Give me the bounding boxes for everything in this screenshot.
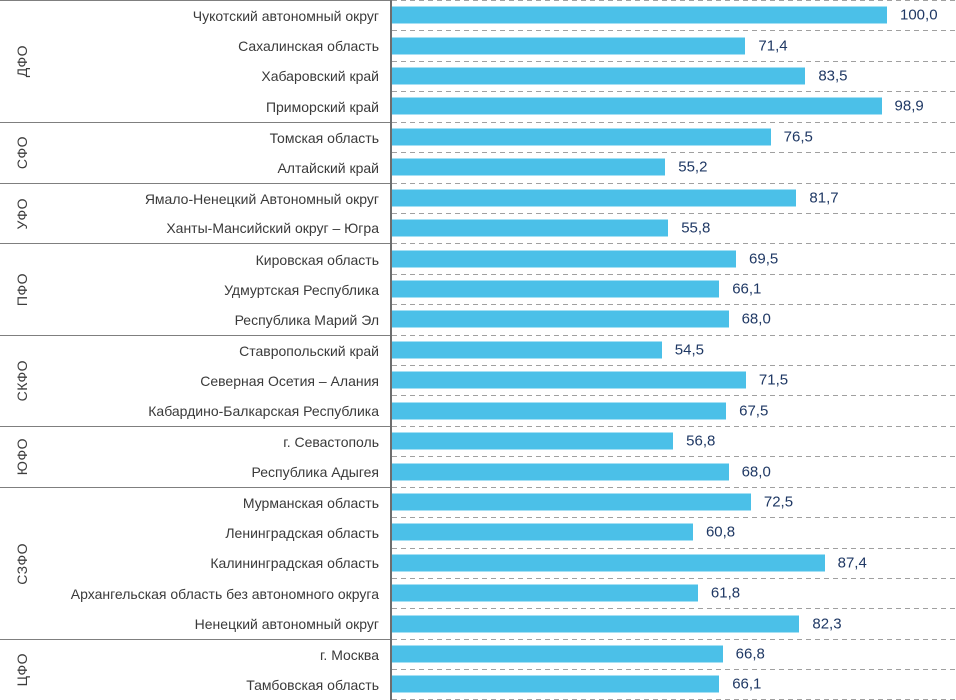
region-label: Чукотский автономный округ [192, 8, 379, 25]
value-label: 55,2 [678, 158, 708, 176]
region-label: Томская область [269, 129, 379, 146]
value-label: 87,4 [837, 554, 867, 572]
bar-row [392, 639, 956, 669]
plot-area [390, 0, 956, 700]
bar-row [392, 608, 956, 638]
value-label: 66,1 [732, 675, 762, 693]
district-group-label: СФО [14, 136, 30, 170]
district-group-label-box [0, 488, 44, 639]
region-label: Ленинградская область [225, 525, 379, 542]
bar-row [392, 395, 956, 425]
bar-row [392, 243, 956, 273]
bar [392, 433, 673, 450]
value-label: 76,5 [783, 128, 813, 146]
bar-row [392, 183, 956, 213]
bar [392, 646, 723, 663]
bar [392, 98, 882, 115]
bar-row [392, 61, 956, 91]
bar-row [392, 487, 956, 517]
value-label: 55,8 [681, 219, 711, 237]
bar-row [392, 30, 956, 60]
value-label: 68,0 [741, 310, 771, 328]
district-group-label: ЦФО [14, 653, 30, 687]
bar [392, 37, 745, 54]
bar [392, 463, 729, 480]
value-label: 68,0 [741, 463, 771, 481]
district-group-label-box [0, 244, 44, 334]
bar-row [392, 213, 956, 243]
region-label: Ненецкий автономный округ [194, 615, 379, 632]
bar-row [392, 274, 956, 304]
bar-row [392, 578, 956, 608]
district-group [0, 244, 392, 335]
bar-row [392, 669, 956, 699]
bar [392, 554, 825, 571]
district-group-label: ЮФО [14, 438, 30, 476]
bar [392, 615, 799, 632]
region-label: Калининградская область [210, 555, 379, 572]
region-label: Приморский край [265, 98, 379, 115]
district-group [0, 488, 392, 640]
value-label: 56,8 [686, 432, 716, 450]
value-label: 61,8 [710, 584, 741, 602]
bar [392, 128, 771, 145]
bar [392, 676, 719, 693]
region-label: Северная Осетия – Алания [200, 372, 379, 389]
bar-row [392, 426, 956, 456]
bar [392, 372, 746, 389]
bar [392, 493, 751, 510]
region-label: г. Москва [320, 647, 379, 664]
district-group-label-box [0, 336, 44, 426]
bar-row [392, 0, 956, 30]
bar [392, 281, 719, 298]
value-label: 67,5 [739, 402, 769, 420]
bar [392, 220, 668, 237]
bar-row [392, 456, 956, 486]
bar [392, 159, 665, 176]
category-axis [0, 0, 392, 700]
bar [392, 341, 662, 358]
bar-row [392, 152, 956, 182]
region-label: Алтайский край [277, 159, 379, 176]
region-label: Удмуртская Республика [224, 281, 379, 298]
region-label: Сахалинская область [238, 38, 379, 55]
bar [392, 68, 805, 85]
district-group-label: СЗФО [14, 542, 30, 585]
value-label: 66,8 [735, 645, 765, 663]
region-label: Ставропольский край [239, 342, 379, 359]
region-label: Республика Адыгея [251, 463, 379, 480]
bar-row [392, 517, 956, 547]
region-label-list [44, 640, 392, 700]
region-label: г. Севастополь [283, 434, 379, 450]
bar [392, 311, 729, 328]
region-label: Ханты-Мансийский округ – Югра [166, 220, 379, 237]
bar [392, 402, 726, 419]
region-label-list [44, 427, 392, 487]
district-group-label: ДФО [14, 45, 30, 78]
bar [392, 189, 796, 206]
region-label-list [44, 488, 392, 639]
region-label-list [44, 244, 392, 334]
value-label: 83,5 [818, 67, 848, 85]
bar-row [392, 122, 956, 152]
region-label: Хабаровский край [261, 68, 379, 85]
bar-row [392, 91, 956, 121]
region-label: Тамбовская область [246, 676, 379, 693]
value-label: 71,4 [758, 37, 788, 55]
district-group-label: СКФО [14, 360, 30, 402]
bar [392, 7, 887, 24]
value-label: 81,7 [809, 189, 839, 207]
district-group [0, 427, 392, 488]
district-group-label-box [0, 184, 44, 244]
value-label: 54,5 [674, 341, 704, 359]
region-label: Ямало-Ненецкий Автономный округ [144, 190, 379, 207]
district-group [0, 336, 392, 427]
value-label: 82,3 [812, 615, 842, 633]
region-label: Мурманская область [242, 495, 379, 512]
bar-row [392, 365, 956, 395]
value-label: 69,5 [749, 250, 779, 268]
value-label: 72,5 [763, 493, 794, 511]
value-label: 60,8 [705, 523, 736, 541]
region-label: Кабардино-Балкарская Республика [148, 402, 379, 419]
district-group-label-box [0, 427, 44, 487]
region-label: Республика Марий Эл [234, 311, 379, 328]
region-label-list [44, 336, 392, 426]
district-group-label-box [0, 640, 44, 700]
value-label: 100,0 [900, 6, 938, 24]
district-group-label: УФО [14, 197, 30, 230]
district-group-label: ПФО [14, 273, 30, 307]
bar-row [392, 548, 956, 578]
region-label: Архангельская область без автономного округа [70, 585, 379, 602]
bar-row [392, 304, 956, 334]
value-label: 71,5 [758, 371, 789, 389]
bar-row [392, 335, 956, 365]
region-label: Кировская область [255, 251, 379, 268]
bar [392, 250, 736, 267]
region-label-list [44, 123, 392, 183]
value-label: 66,1 [732, 280, 762, 298]
district-group [0, 123, 392, 184]
region-label-list [44, 184, 392, 244]
district-group [0, 640, 392, 700]
bar [392, 585, 698, 602]
bar [392, 524, 693, 541]
value-label: 98,9 [894, 97, 924, 115]
district-group [0, 184, 392, 245]
district-group-label-box [0, 123, 44, 183]
district-group-label-box [0, 1, 44, 122]
district-group [0, 1, 392, 123]
region-label-list [44, 1, 392, 122]
